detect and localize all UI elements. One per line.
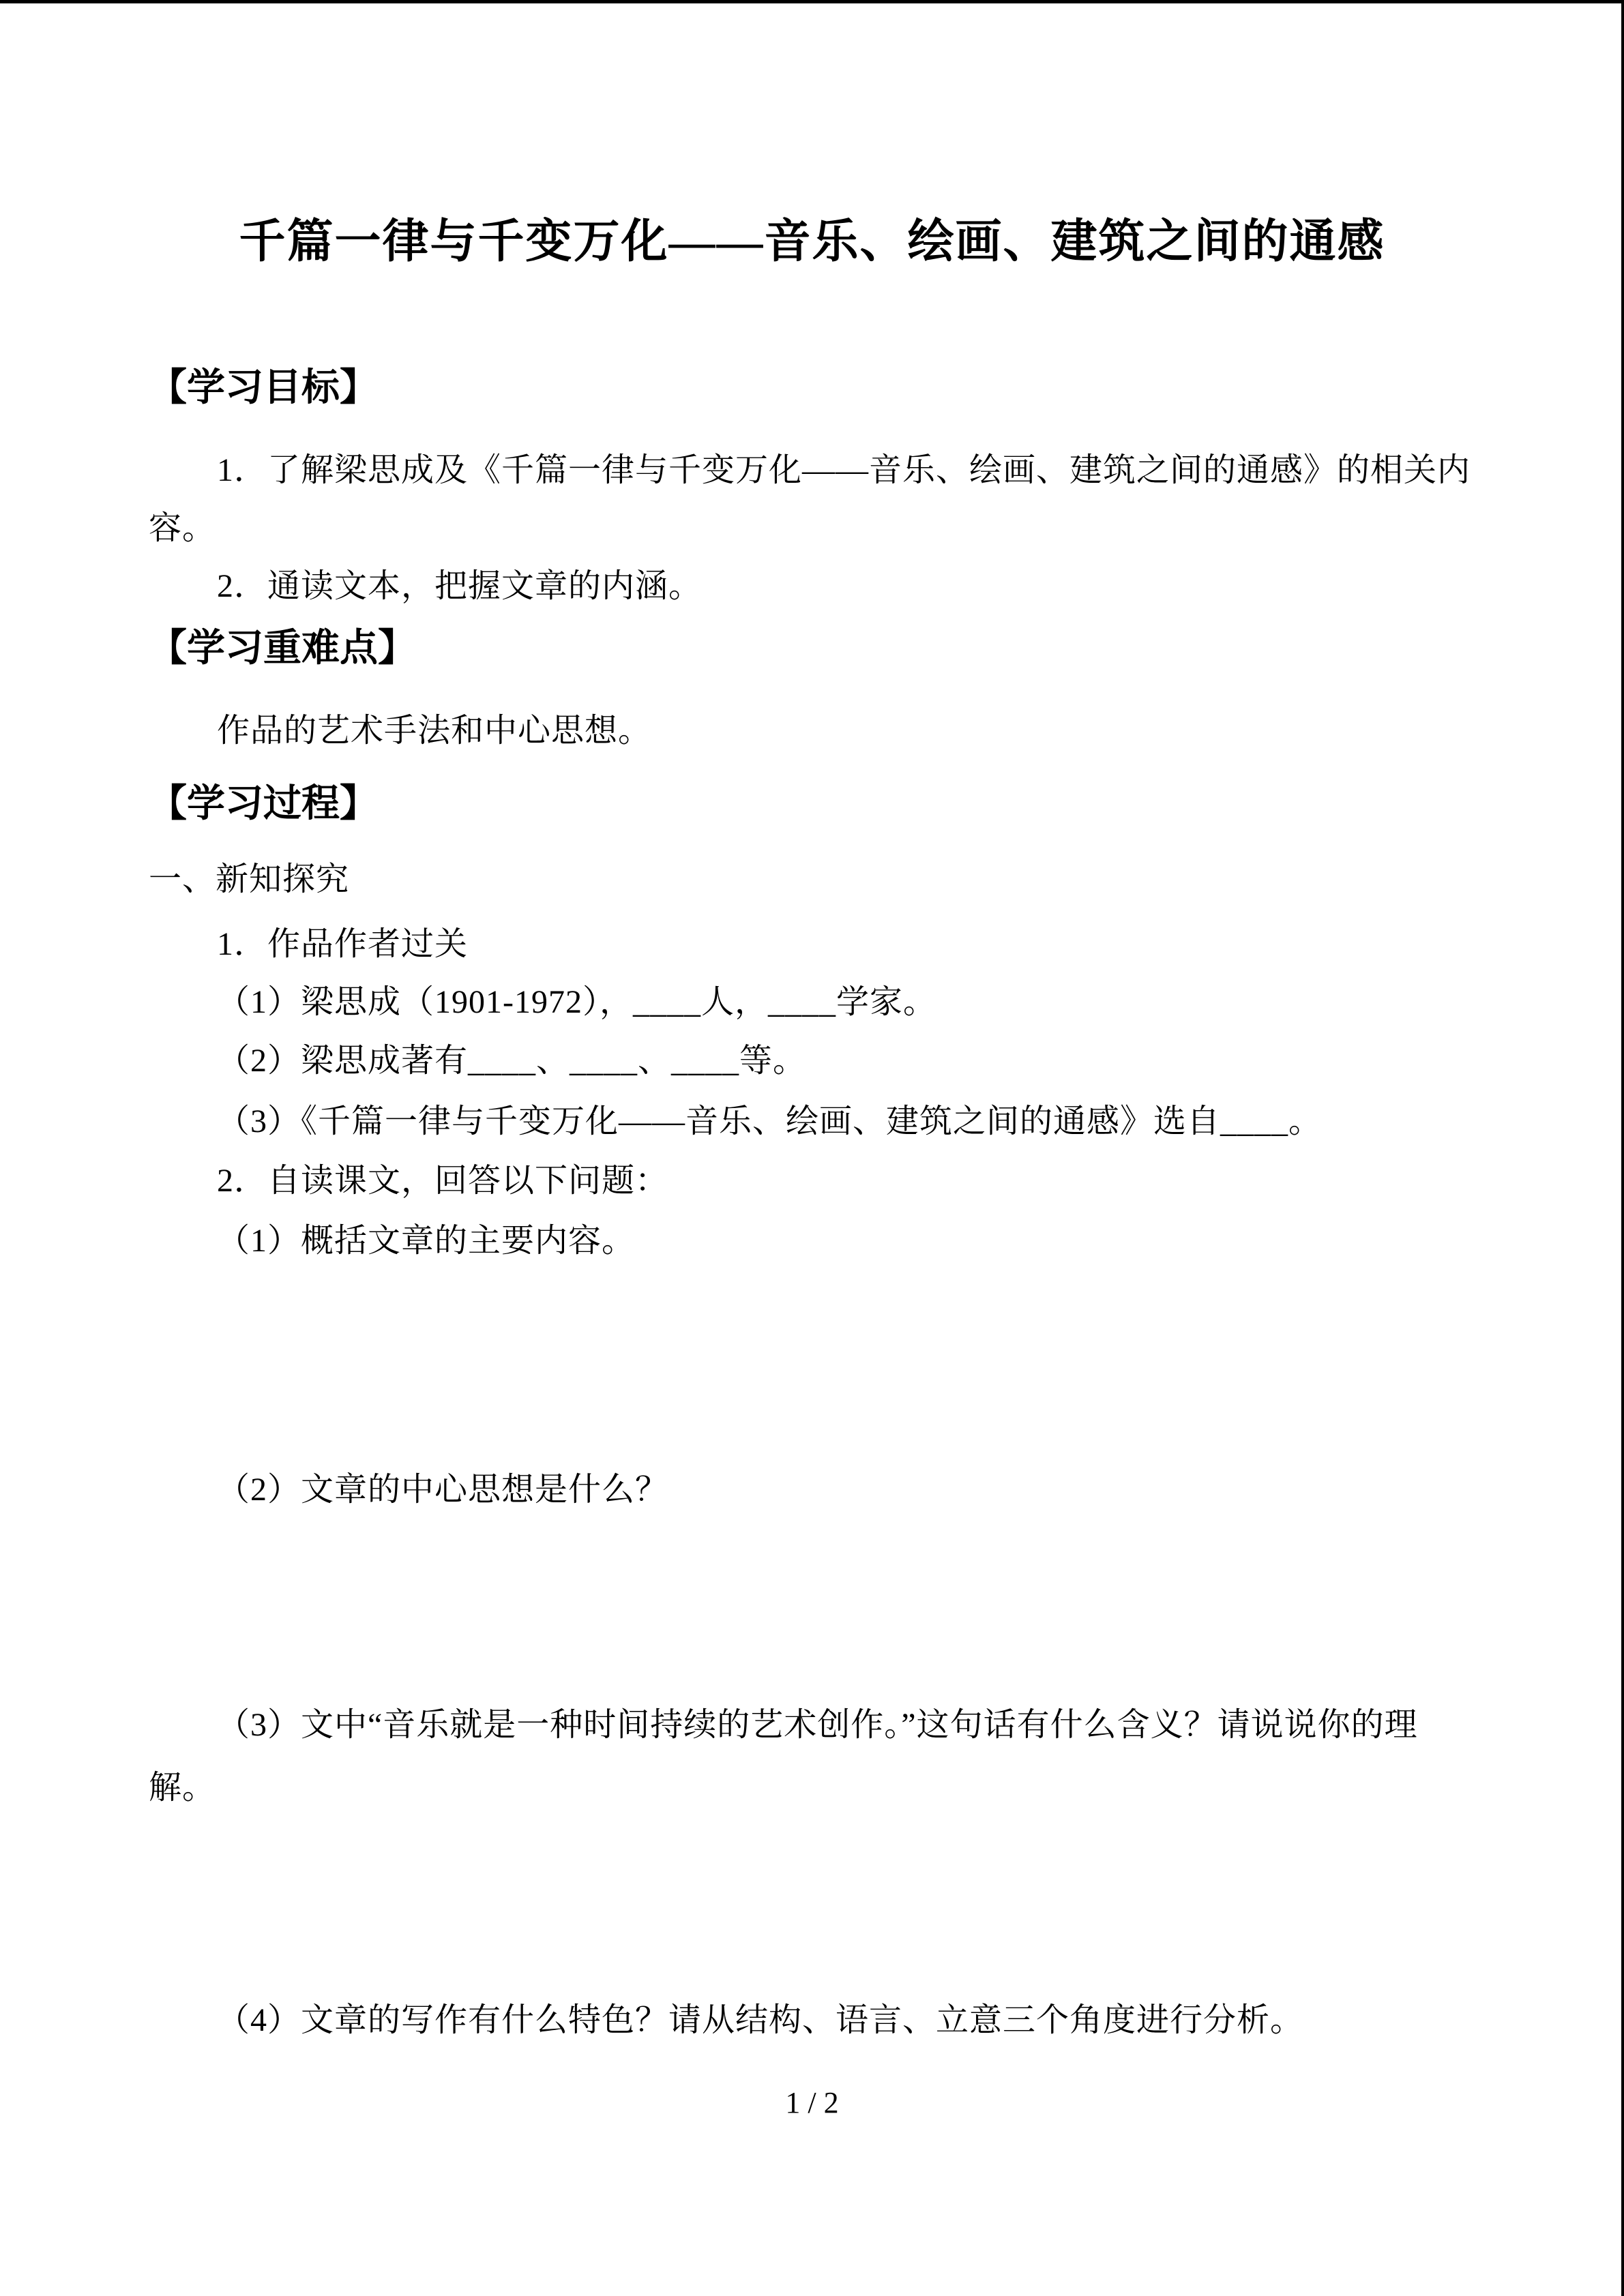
- task2-heading: 2．自读课文，回答以下问题：: [217, 1163, 669, 1199]
- document-title: 千篇一律与千变万化——音乐、绘画、建筑之间的通感: [239, 215, 1385, 267]
- task2-question-3-line-2: 解。: [149, 1770, 216, 1806]
- page-number: 1 / 2: [785, 2086, 839, 2119]
- goal-item-1-line-1: 1．了解梁思成及《千篇一律与千变万化——音乐、绘画、建筑之间的通感》的相关内: [217, 452, 1471, 488]
- section-heading-key-points: 【学习重难点】: [149, 627, 416, 670]
- task2-question-3-line-1: （3）文中“音乐就是一种时间持续的艺术创作。”这句话有什么含义？请说说你的理: [217, 1707, 1418, 1743]
- section-heading-learning-process: 【学习过程】: [149, 783, 378, 825]
- page-top-border: [0, 0, 1624, 3]
- task2-question-2: （2）文章的中心思想是什么？: [217, 1472, 669, 1508]
- task1-question-1: （1）梁思成（1901-1972），____人，____学家。: [217, 984, 936, 1020]
- task2-question-4: （4）文章的写作有什么特色？请从结构、语言、立意三个角度进行分析。: [217, 2002, 1304, 2038]
- goal-item-2: 2．通读文本，把握文章的内涵。: [217, 568, 703, 604]
- page-right-border: [1621, 0, 1624, 2296]
- key-points-text: 作品的艺术手法和中心思想。: [217, 713, 652, 749]
- explore-heading: 一、新知探究: [149, 861, 350, 897]
- section-heading-learning-goals: 【学习目标】: [149, 367, 378, 409]
- task1-question-2: （2）梁思成著有____、____、____等。: [217, 1043, 807, 1079]
- task1-heading: 1．作品作者过关: [217, 926, 469, 962]
- task2-question-1: （1）概括文章的主要内容。: [217, 1223, 636, 1259]
- task1-question-3: （3）《千篇一律与千变万化——音乐、绘画、建筑之间的通感》选自____。: [217, 1103, 1323, 1139]
- goal-item-1-line-2: 容。: [149, 510, 216, 546]
